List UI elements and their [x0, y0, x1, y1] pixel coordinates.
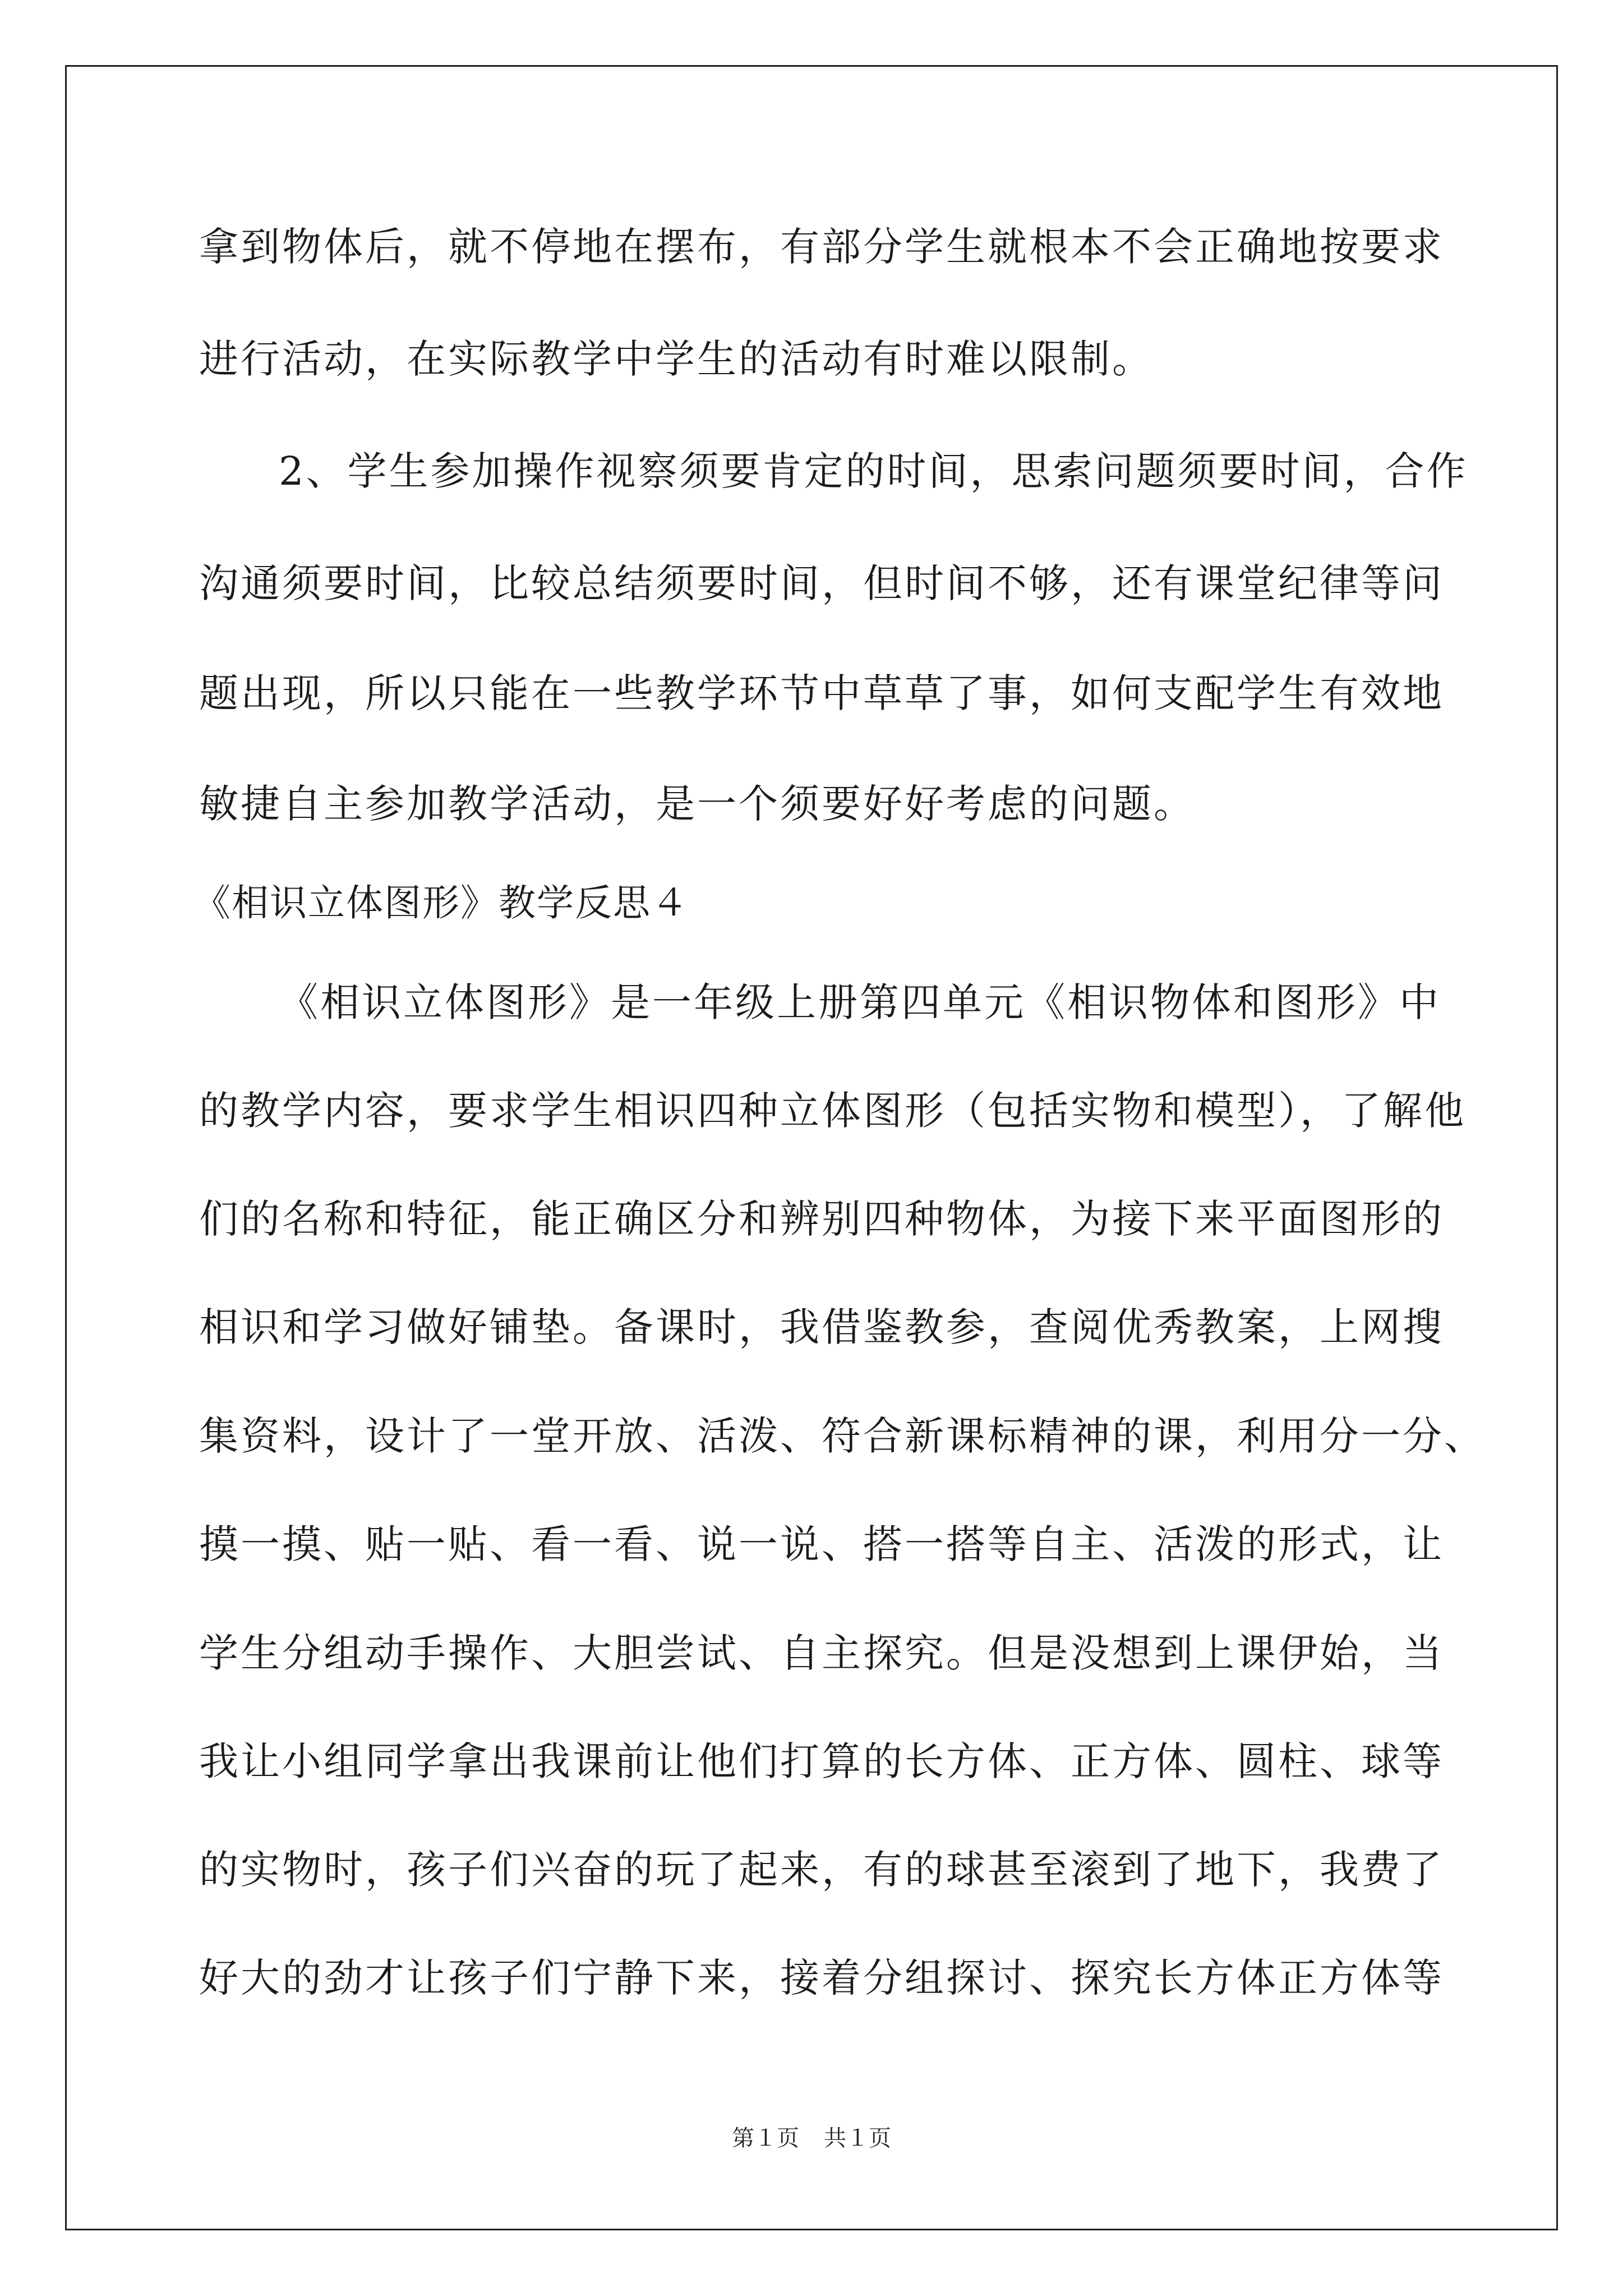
text-line: 敏捷自主参加教学活动，是一个须要好好考虑的问题。	[199, 781, 1195, 827]
text-line: 的实物时，孩子们兴奋的玩了起来，有的球甚至滚到了地下，我费了	[199, 1847, 1444, 1893]
text-line: 好大的劲才让孩子们宁静下来，接着分组探讨、探究长方体正方体等	[199, 1955, 1444, 2001]
text-line: 集资料，设计了一堂开放、活泼、符合新课标精神的课，利用分一分、	[199, 1413, 1486, 1459]
text-line: 相识和学习做好铺垫。备课时，我借鉴教参，查阅优秀教案，上网搜	[199, 1304, 1444, 1350]
text-line: 沟通须要时间，比较总结须要时间，但时间不够，还有课堂纪律等问	[199, 560, 1444, 606]
page-border	[65, 65, 1558, 2230]
text-line: 的教学内容，要求学生相识四种立体图形（包括实物和模型），了解他	[199, 1088, 1466, 1134]
page-number: 第１页	[732, 2125, 799, 2151]
text-line: 题出现，所以只能在一些教学环节中草草了事，如何支配学生有效地	[199, 670, 1444, 716]
page-total: 共１页	[824, 2125, 891, 2151]
text-line: 学生分组动手操作、大胆尝试、自主探究。但是没想到上课伊始，当	[199, 1630, 1444, 1676]
text-line: 拿到物体后，就不停地在摆布，有部分学生就根本不会正确地按要求	[199, 224, 1444, 270]
section-heading: 《相识立体图形》教学反思４	[193, 881, 689, 924]
paragraph-start-line: 2、学生参加操作视察须要肯定的时间，思索问题须要时间，合作	[279, 448, 1468, 494]
text-line: 们的名称和特征，能正确区分和辨别四种物体，为接下来平面图形的	[199, 1196, 1444, 1242]
text-line: 我让小组同学拿出我课前让他们打算的长方体、正方体、圆柱、球等	[199, 1738, 1444, 1784]
text-line: 摸一摸、贴一贴、看一看、说一说、搭一搭等自主、活泼的形式，让	[199, 1521, 1444, 1567]
paragraph-start-line: 《相识立体图形》是一年级上册第四单元《相识物体和图形》中	[279, 979, 1441, 1025]
page-footer	[0, 2122, 1623, 2155]
text-line: 进行活动，在实际教学中学生的活动有时难以限制。	[199, 336, 1154, 382]
